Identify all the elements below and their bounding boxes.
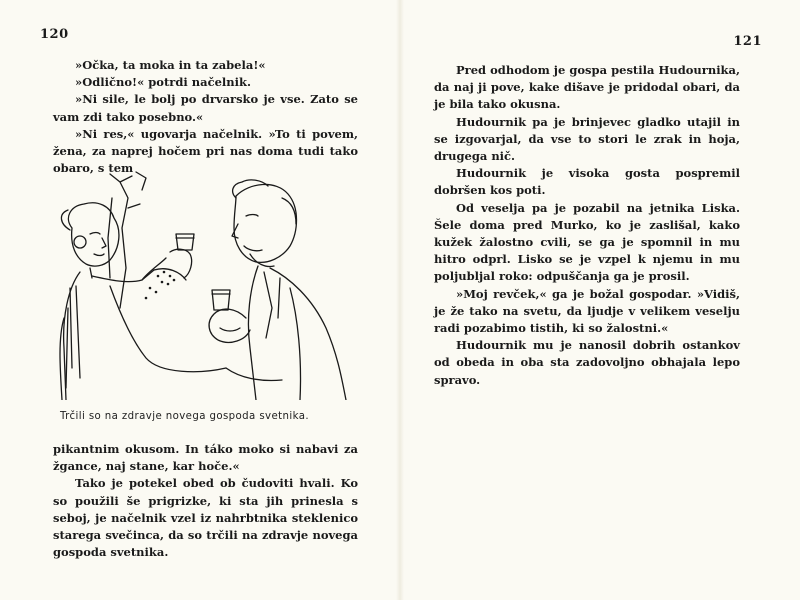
left-bottom-text xyxy=(53,441,358,561)
paragraph: Pred odhodom je gospa pestila Hudournika, da naj ji pove, kake dišave je pridodal obari, da je bila tako okusna. xyxy=(434,63,740,112)
paragraph: »Ni res,« ugovarja načelnik. »To ti povem, žena, za naprej hočem pri nas doma tudi tako obaro, s tem xyxy=(53,126,358,176)
illustration-toast xyxy=(50,168,355,400)
right-text xyxy=(434,62,740,389)
illustration-caption: Trčili so na zdravje novega gospoda svetnika. xyxy=(60,411,310,422)
page-number-right: 121 xyxy=(733,34,762,49)
paragraph: »Očka, ta moka in ta zabela!« xyxy=(75,58,266,72)
paragraph: Hudournik pa je brinjevec gladko utajil in se izgovarjal, da vse to stori le zrak in hoja, drugega nič. xyxy=(434,114,740,164)
paragraph: Hudournik mu je nanosil dobrih ostankov od obeda in oba sta zadovoljno obhajala lepo spravo. xyxy=(434,338,740,387)
left-top-text xyxy=(53,57,358,177)
page-number-left: 120 xyxy=(40,27,69,42)
paragraph: »Odlično!« potrdi načelnik. xyxy=(75,75,251,90)
paragraph: »Moj revček,« ga je božal gospodar. »Vidiš, je že tako na svetu, da ljudje v velikem veselju radi pozabimo tistih, ki so žalostni.« xyxy=(434,286,740,336)
paragraph: Tako je potekel obed ob čudoviti hvali. Ko so použili še prigrizke, ki sta jih prinesla s seboj, je načelnik vzel iz nahrbtnika steklenico starega svečinca, da so trčili na zdravje novega gospoda svetnika. xyxy=(53,476,358,560)
paragraph: Hudournik je visoka gosta pospremil dobršen kos poti. xyxy=(434,166,740,198)
paragraph: pikantnim okusom. In táko moko si nabavi za žgance, naj stane, kar hoče.« xyxy=(53,442,358,474)
right-page xyxy=(400,0,800,600)
paragraph: Od veselja pa je pozabil na jetnika Liska. Šele doma pred Murko, ko je zaslišal, kako kužek žalostno cvili, se ga je spomnil in mu hitro odprl. Lisko se je vzpel k njemu in mu poljubljal roko: odpuščanja ga je prosil. xyxy=(434,200,740,284)
paragraph: »Ni sile, le bolj po drvarsko je vse. Zato se vam zdi tako posebno.« xyxy=(53,92,358,124)
